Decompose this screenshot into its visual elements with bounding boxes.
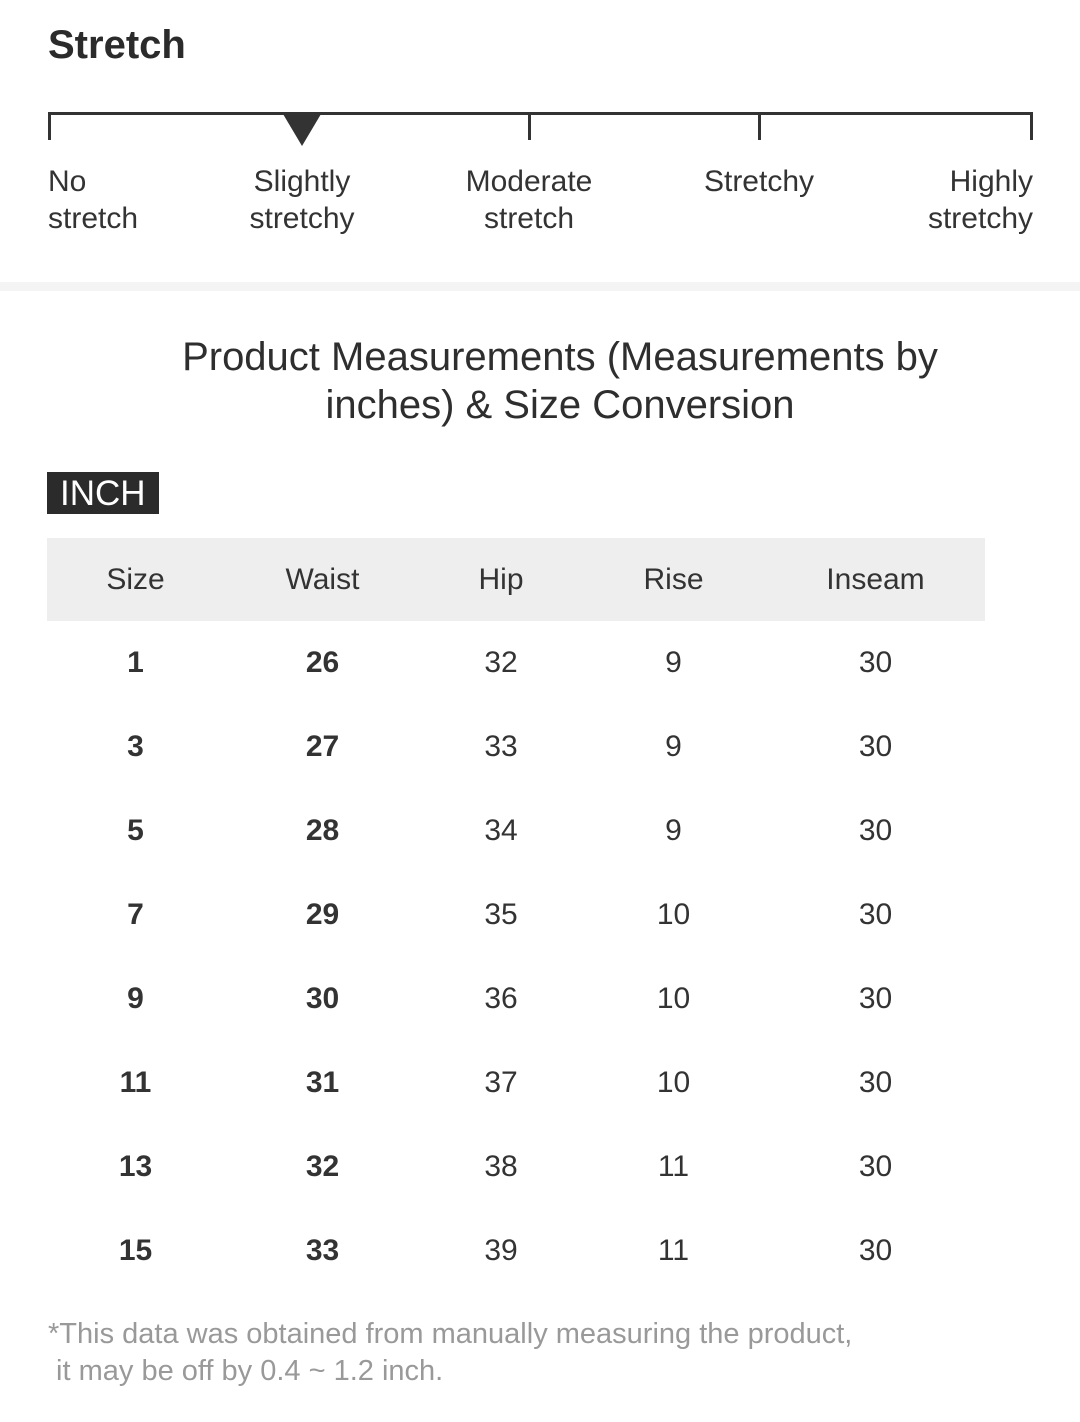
table-row (47, 1125, 985, 1209)
cell-hip: 35 (484, 898, 518, 931)
cell-waist: 33 (305, 1234, 340, 1267)
section-divider (0, 282, 1080, 291)
cell-rise: 9 (665, 646, 682, 679)
column-header-rise: Rise (581, 538, 766, 621)
cell-rise: 11 (657, 1150, 690, 1183)
cell-hip: 37 (484, 1066, 518, 1099)
column-header-waist: Waist (224, 538, 421, 621)
cell-rise: 10 (656, 898, 691, 931)
table-row (47, 1041, 985, 1125)
stretch-scale-line (48, 112, 1033, 115)
cell-rise: 9 (665, 814, 682, 847)
cell-inseam: 30 (858, 898, 893, 931)
cell-inseam: 30 (858, 1066, 893, 1099)
cell-hip: 33 (484, 730, 518, 763)
cell-hip: 36 (484, 982, 518, 1015)
stretch-scale-tick (758, 112, 761, 140)
cell-size: 7 (127, 898, 144, 931)
cell-inseam: 30 (858, 646, 893, 679)
size-table (47, 538, 985, 1293)
cell-rise: 10 (656, 982, 691, 1015)
cell-inseam: 30 (858, 982, 893, 1015)
stretch-level-no-stretch: No stretch (48, 165, 139, 235)
cell-rise: 9 (665, 730, 682, 763)
cell-size: 9 (127, 982, 144, 1015)
cell-size: 11 (119, 1066, 152, 1099)
column-header-size: Size (47, 538, 224, 621)
cell-size: 5 (127, 814, 144, 847)
stretch-level-highly-stretchy: Highly stretchy (927, 165, 1033, 235)
stretch-scale (48, 112, 1033, 142)
cell-inseam: 30 (858, 1234, 893, 1267)
cell-waist: 29 (305, 898, 340, 931)
cell-hip: 39 (484, 1234, 518, 1267)
cell-inseam: 30 (858, 1150, 893, 1183)
cell-waist: 32 (305, 1150, 340, 1183)
table-row (47, 1209, 985, 1293)
column-header-hip: Hip (421, 538, 581, 621)
stretch-scale-tick (1030, 112, 1033, 140)
stretch-title: Stretch (48, 23, 186, 67)
table-row (47, 621, 985, 705)
cell-size: 3 (127, 730, 144, 763)
table-row (47, 705, 985, 789)
cell-size: 13 (118, 1150, 153, 1183)
cell-waist: 30 (305, 982, 340, 1015)
stretch-level-slightly-stretchy: Slightly stretchy (249, 165, 355, 235)
table-row (47, 789, 985, 873)
table-row (47, 873, 985, 957)
cell-waist: 27 (305, 730, 340, 763)
cell-hip: 34 (484, 814, 518, 847)
stretch-level-moderate-stretch: Moderate stretch (465, 165, 593, 235)
table-header-row (47, 538, 985, 621)
column-header-inseam: Inseam (766, 538, 985, 621)
cell-inseam: 30 (858, 814, 893, 847)
unit-badge: INCH (47, 472, 159, 514)
cell-waist: 31 (305, 1066, 340, 1099)
stretch-level-marker-icon (283, 114, 321, 146)
measurement-footnote: *This data was obtained from manually measuring the product, it may be off by 0.4 ~ 1.2 inch. (48, 1318, 853, 1387)
cell-hip: 32 (484, 646, 518, 679)
cell-waist: 26 (305, 646, 340, 679)
table-row (47, 957, 985, 1041)
cell-rise: 10 (656, 1066, 691, 1099)
cell-rise: 11 (657, 1234, 690, 1267)
stretch-scale-tick (528, 112, 531, 140)
cell-inseam: 30 (858, 730, 893, 763)
measurements-title: Product Measurements (Measurements by inches) & Size Conversion (182, 335, 938, 427)
cell-size: 1 (127, 646, 144, 679)
cell-waist: 28 (305, 814, 340, 847)
stretch-level-labels (48, 163, 1033, 243)
stretch-scale-tick (48, 112, 51, 140)
cell-hip: 38 (484, 1150, 518, 1183)
cell-size: 15 (118, 1234, 153, 1267)
stretch-level-stretchy: Stretchy (703, 165, 815, 198)
